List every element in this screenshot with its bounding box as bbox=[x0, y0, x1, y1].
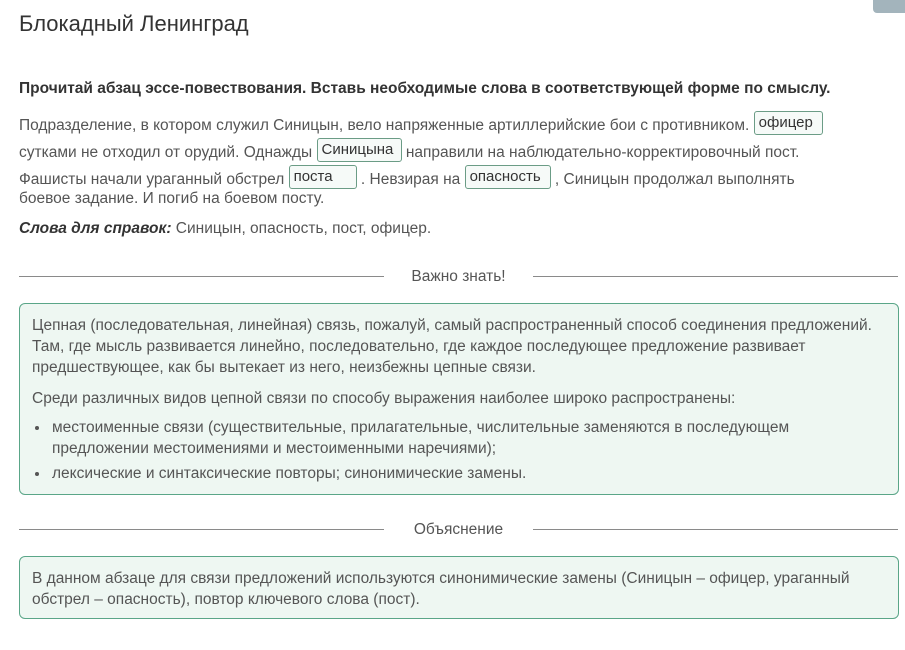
explanation-box bbox=[19, 556, 899, 619]
reference-words bbox=[19, 220, 431, 238]
important-paragraph-1: Цепная (последовательная, линейная) связь, пожалуй, самый распространенный способ соединения предложений. Там, где мысль развивается линейно, последовательно, где каждое последующее предложение развивает предшествующее, как бы вытекает из него, неизбежны цепные связи. bbox=[32, 317, 872, 376]
list-item: • местоименные связи (существительные, прилагательные, числительные заменяются в последующем предложении местоимениями и местоименными наречиями); bbox=[50, 417, 886, 459]
important-box bbox=[19, 303, 899, 495]
essay-line-2 bbox=[19, 139, 899, 166]
answer-gap-officer[interactable]: офицер bbox=[754, 111, 823, 135]
corner-tab[interactable] bbox=[873, 0, 905, 13]
explanation-divider bbox=[19, 520, 898, 540]
list-item: • лексические и синтаксические повторы; синонимические замены. bbox=[50, 463, 886, 484]
answer-gap-sinitsyn[interactable]: Синицына bbox=[317, 138, 402, 162]
explanation-heading: Объяснение bbox=[413, 521, 504, 538]
page-title: Блокадный Ленинград bbox=[19, 11, 249, 36]
reference-list: Синицын, опасность, пост, офицер. bbox=[175, 220, 432, 237]
divider-line bbox=[533, 529, 898, 530]
essay-text: сутками не отходил от орудий. Однажды bbox=[19, 144, 313, 161]
essay-text: боевое задание. И погиб на боевом посту. bbox=[19, 190, 325, 207]
explanation-text: В данном абзаце для связи предложений используются синонимические замены (Синицын – офицер, ураганный обстрел – опасность), повтор ключевого слова (пост). bbox=[32, 570, 850, 608]
reference-label: Слова для справок: bbox=[19, 220, 172, 237]
divider-line bbox=[533, 276, 898, 277]
essay-text: . Невзирая на bbox=[360, 171, 461, 188]
answer-gap-danger[interactable]: опасность bbox=[465, 165, 551, 189]
important-divider bbox=[19, 267, 898, 287]
essay-line-1 bbox=[19, 112, 899, 139]
essay-text: Фашисты начали ураганный обстрел bbox=[19, 171, 285, 188]
essay-paragraph bbox=[19, 112, 899, 210]
essay-text: , Синицын продолжал выполнять bbox=[554, 171, 795, 188]
essay-text: направили на наблюдательно-корректировочный пост. bbox=[405, 144, 800, 161]
important-list bbox=[32, 417, 886, 484]
essay-text: Подразделение, в котором служил Синицын, вело напряженные артиллерийские бои с противником. bbox=[19, 117, 750, 134]
important-heading: Важно знать! bbox=[411, 268, 506, 285]
task-instruction: Прочитай абзац эссе-повествования. Вставь необходимые слова в соответствующей форме по смыслу. bbox=[19, 80, 831, 97]
answer-gap-post[interactable]: поста bbox=[289, 165, 357, 189]
important-paragraph-2: Среди различных видов цепной связи по способу выражения наиболее широко распространены: bbox=[32, 390, 736, 407]
